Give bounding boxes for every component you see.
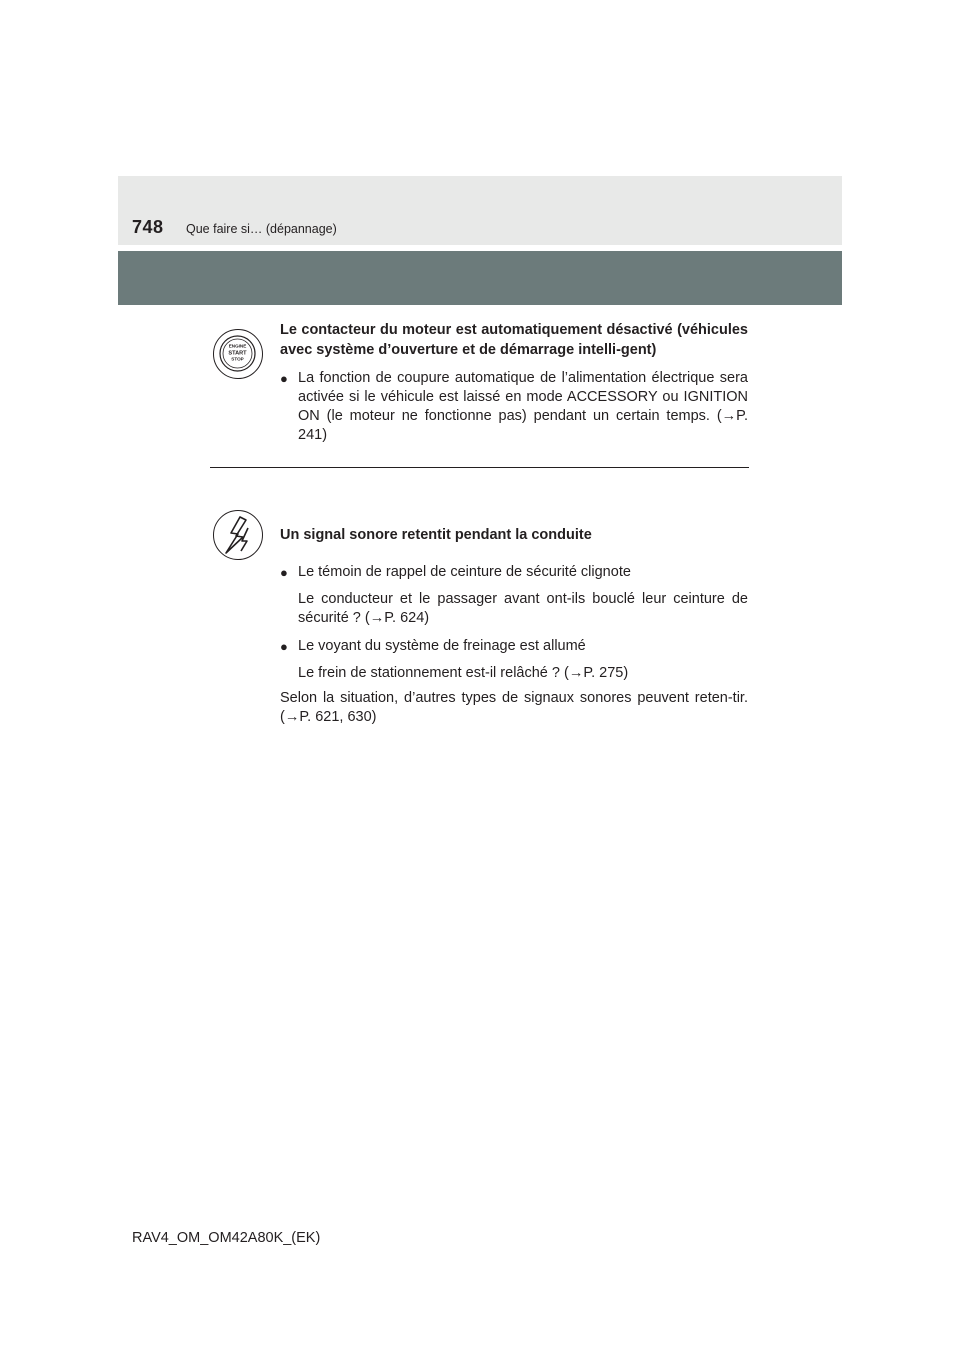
page-number: 748 (132, 217, 164, 237)
bullet-item (280, 637, 748, 656)
bullet-item (280, 563, 748, 582)
section-note: Selon la situation, d’autres types de signaux sonores peuvent reten-tir. (→P. 621, 630) (280, 690, 748, 725)
bullet-detail: Le frein de stationnement est-il relâché ? (→P. 275) (298, 665, 629, 681)
bullet-icon: ● (280, 371, 288, 386)
manual-id: RAV4_OM_OM42A80K_(EK) (132, 1230, 321, 1246)
section-heading: Le contacteur du moteur est automatiquement désactivé (véhicules avec système d’ouverture et de démarrage intelli-gent) (280, 322, 748, 358)
bullet-text: La fonction de coupure automatique de l’alimentation électrique sera activée si le véhicule est laissé en mode ACCESSORY ou IGNITION ON (le moteur ne fonctionne pas) pendant un certain temps. (→P. 241) (298, 370, 748, 443)
running-title: Que faire si… (dépannage) (186, 222, 337, 236)
icon-text-start: START (228, 350, 247, 357)
warning-buzzer-icon (213, 510, 263, 560)
engine-start-stop-button-icon (213, 329, 263, 379)
bullet-detail: Le conducteur et le passager avant ont-ils bouclé leur ceinture de sécurité ? (→P. 624) (298, 591, 748, 626)
bullet-icon: ● (280, 565, 288, 580)
section-title-band (118, 251, 842, 305)
bullet-text: Le voyant du système de freinage est allumé (298, 638, 586, 654)
bullet-icon: ● (280, 639, 288, 654)
bullet-text: Le témoin de rappel de ceinture de sécurité clignote (298, 564, 631, 580)
section-divider (210, 467, 749, 468)
icon-text-engine: ENGINE (228, 343, 247, 349)
section-heading: Un signal sonore retentit pendant la conduite (280, 527, 592, 543)
icon-text-stop: STOP (231, 356, 244, 362)
bullet-item (280, 369, 748, 445)
section-buzzer (280, 526, 748, 727)
section-auto-power-off (280, 320, 748, 445)
